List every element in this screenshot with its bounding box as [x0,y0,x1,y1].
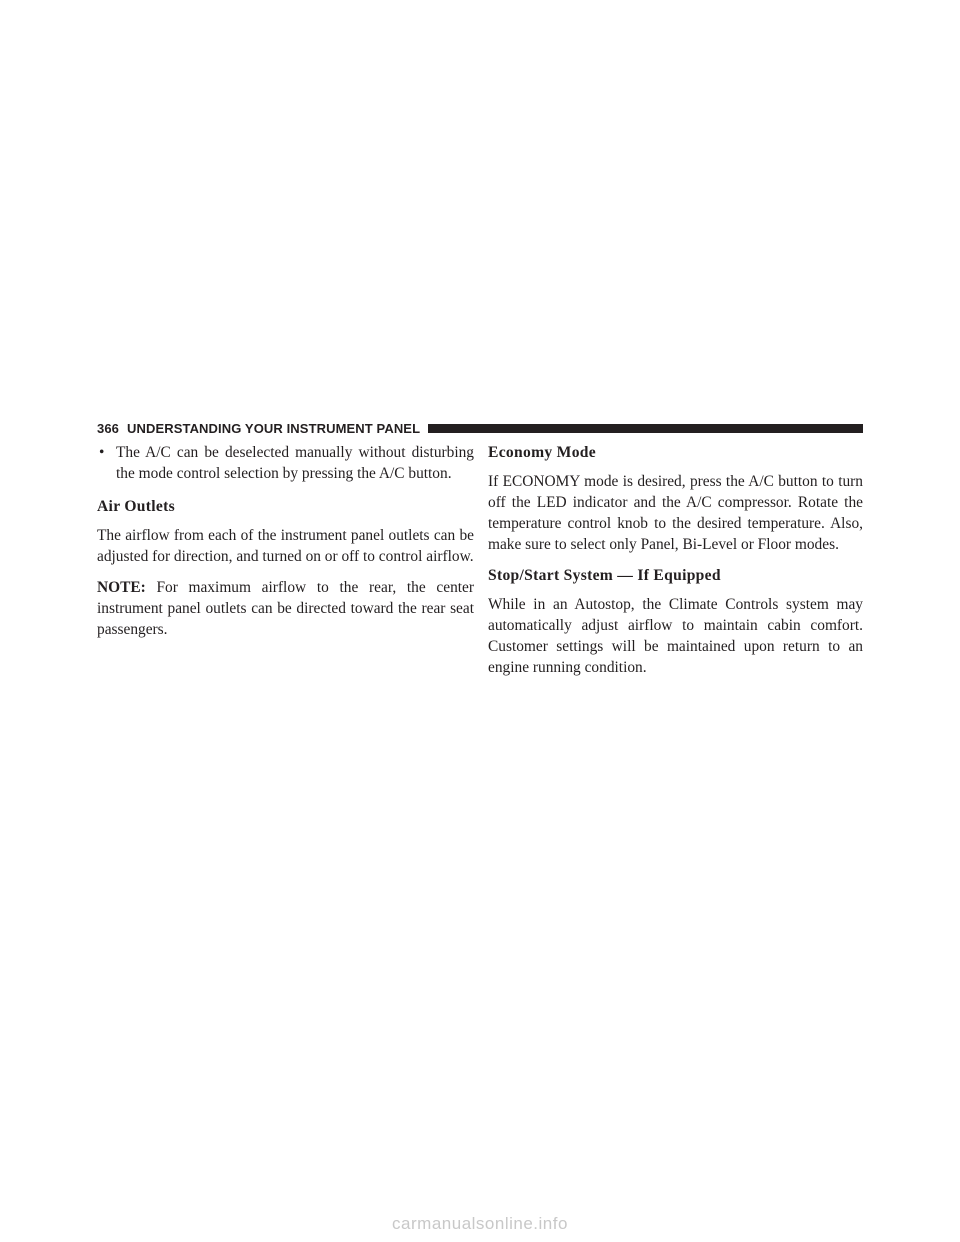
page-number: 366 [97,420,119,436]
note-text: For maximum airflow to the rear, the center instrument panel outlets can be directed toward the rear seat passengers. [97,579,474,638]
ac-deselect-bullet [97,442,474,484]
economy-mode-heading: Economy Mode [488,444,596,461]
left-column [97,442,474,650]
stop-start-text: While in an Autostop, the Climate Controls system may automatically adjust airflow to maintain cabin comfort. Customer settings will be maintained upon return to an engine running condition. [488,596,863,676]
air-outlets-heading: Air Outlets [97,498,175,515]
air-outlets-text: The airflow from each of the instrument panel outlets can be adjusted for direction, and turned on or off to control airflow. [97,527,474,565]
bullet-text: The A/C can be deselected manually without disturbing the mode control selection by pressing the A/C button. [116,444,474,482]
note-label: NOTE: [97,579,146,596]
header-rule [428,424,863,433]
section-title: UNDERSTANDING YOUR INSTRUMENT PANEL [127,420,421,436]
note-paragraph [97,577,474,640]
right-column [488,442,863,688]
economy-mode-text: If ECONOMY mode is desired, press the A/C button to turn off the LED indicator and the A/C compressor. Rotate the temperature control knob to the desired temperature. Also, make sure to select only Panel, Bi-Level or Floor modes. [488,473,863,553]
watermark: carmanualsonline.info [392,1214,568,1233]
bullet-mark: • [99,444,105,461]
page-header [97,418,863,438]
stop-start-heading: Stop/Start System — If Equipped [488,567,721,584]
